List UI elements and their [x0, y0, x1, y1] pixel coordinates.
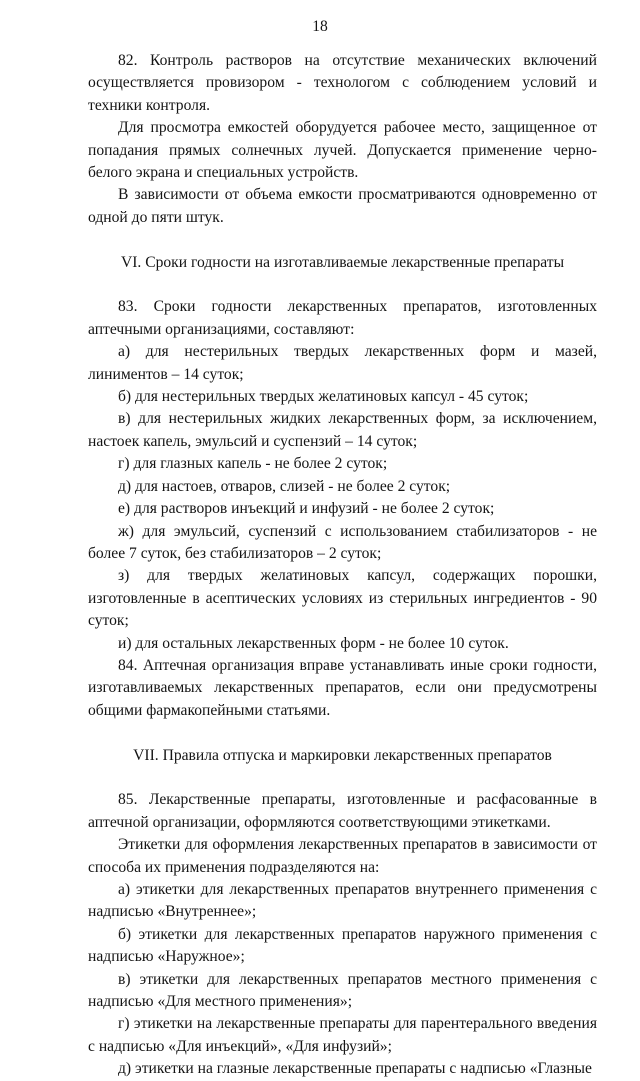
paragraph: а) для нестерильных твердых лекарственных форм и мазей, линиментов – 14 суток;: [88, 343, 597, 383]
paragraph: Для просмотра емкостей оборудуется рабочее место, защищенное от попадания прямых солнечных лучей. Допускается применение черно-белого экрана и специальных устройств.: [88, 119, 597, 182]
paragraph: б) этикетки для лекарственных препаратов наружного применения с надписью «Наружное»;: [88, 925, 597, 966]
section-spacer: [88, 274, 597, 296]
paragraph: и) для остальных лекарственных форм - не более 10 суток.: [118, 634, 509, 652]
paragraph: д) этикетки на глазные лекарственные препараты с надписью «Глазные: [118, 1060, 592, 1078]
paragraph: г) этикетки на лекарственные препараты для парентерального введения с надписью «Для инъекций», «Для инфузий»;: [88, 1015, 597, 1055]
document-body: [88, 50, 597, 1081]
paragraph: в) для нестерильных жидких лекарственных форм, за исключением, настоек капель, эмульсий и суспензий – 14 суток;: [88, 410, 597, 450]
paragraph: а) этикетки для лекарственных препаратов внутреннего применения с надписью «Внутреннее»;: [88, 880, 597, 921]
section-spacer: [88, 767, 597, 789]
paragraph: В зависимости от объема емкости просматриваются одновременно от одной до пяти штук.: [88, 186, 597, 226]
paragraph: 84. Аптечная организация вправе устанавливать иные сроки годности, изготавливаемых лекарственных препаратов, если они предусмотрены общими фармакопейными статьями.: [88, 656, 597, 719]
paragraph: е) для растворов инъекций и инфузий - не более 2 суток;: [118, 500, 495, 518]
paragraph: б) для нестерильных твердых желатиновых капсул - 45 суток;: [118, 388, 529, 406]
paragraph: 85. Лекарственные препараты, изготовленные и расфасованные в аптечной организации, оформляются соответствующими этикетками.: [88, 791, 597, 831]
section-heading: VII. Правила отпуска и маркировки лекарственных препаратов: [133, 746, 552, 764]
page-number: 18: [312, 18, 328, 35]
section-heading: VI. Сроки годности на изготавливаемые лекарственные препараты: [120, 253, 565, 271]
paragraph: Этикетки для оформления лекарственных препаратов в зависимости от способа их применения подразделяются на:: [88, 836, 597, 876]
paragraph: з) для твердых желатиновых капсул, содержащих порошки, изготовленные в асептических условиях из стерильных ингредиентов - 90 суток;: [88, 567, 597, 630]
section-spacer: [88, 722, 597, 744]
paragraph: д) для настоев, отваров, слизей - не более 2 суток;: [118, 477, 451, 495]
paragraph: г) для глазных капель - не более 2 суток;: [118, 455, 388, 473]
section-spacer: [88, 229, 597, 251]
paragraph: в) этикетки для лекарственных препаратов местного применения с надписью «Для местного применения»;: [88, 970, 597, 1010]
paragraph: ж) для эмульсий, суспензий с использованием стабилизаторов - не более 7 суток, без стабилизаторов – 2 суток;: [88, 522, 597, 562]
paragraph: 83. Сроки годности лекарственных препаратов, изготовленных аптечными организациями, составляют:: [88, 298, 597, 338]
paragraph: 82. Контроль растворов на отсутствие механических включений осуществляется провизором - технологом с соблюдением условий и техники контроля.: [88, 52, 597, 114]
